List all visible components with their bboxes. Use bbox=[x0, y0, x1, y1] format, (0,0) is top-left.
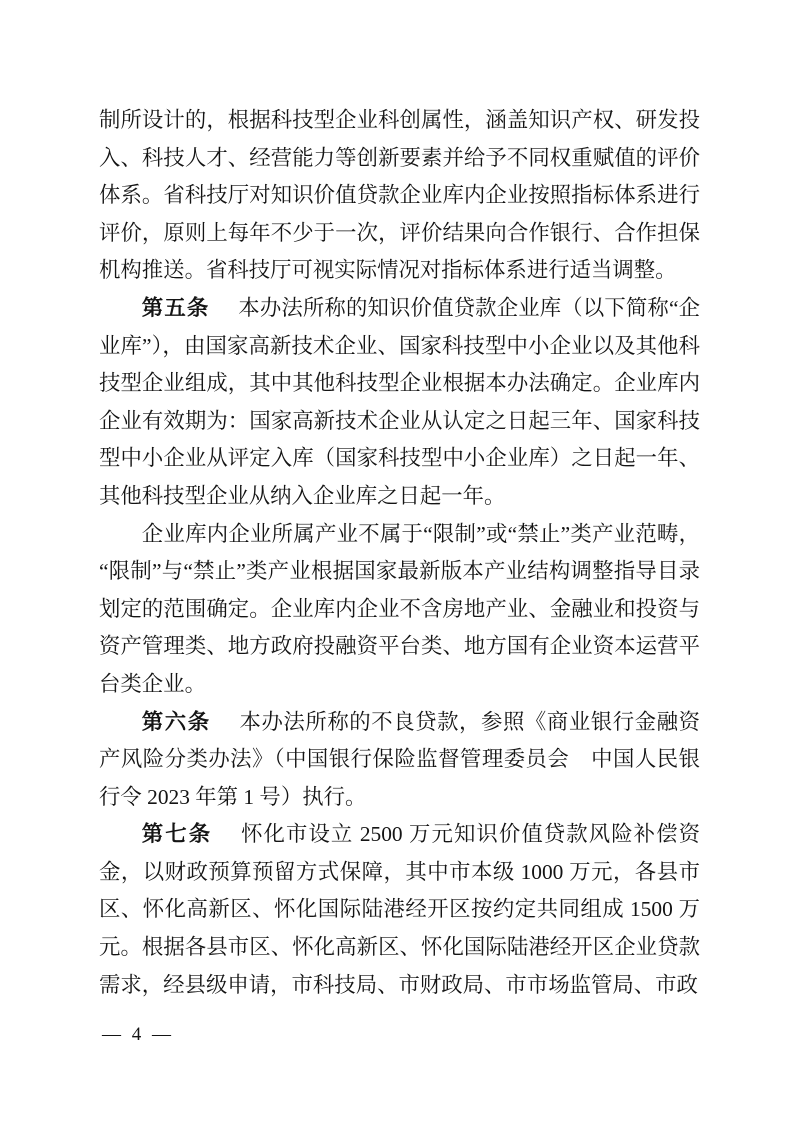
page-number: — 4 — bbox=[102, 1024, 174, 1045]
paragraph-continuation bbox=[99, 102, 700, 290]
paragraph-text: 制所设计的，根据科技型企业科创属性，涵盖知识产权、研发投入、科技人才、经营能力等创新要素并给予不同权重赋值的评价体系。省科技厅对知识价值贷款企业库内企业按照指标体系进行评价，原则上每年不少于一次，评价结果向合作银行、合作担保机构推送。省科技厅可视实际情况对指标体系进行适当调整。 bbox=[99, 108, 700, 283]
document-content bbox=[99, 102, 700, 1004]
paragraph-text: 本办法所称的知识价值贷款企业库（以下简称“企业库”），由国家高新技术企业、国家科技型中小企业以及其他科技型企业组成，其中其他科技型企业根据本办法确定。企业库内企业有效期为：国家高新技术企业从认定之日起三年、国家科技型中小企业从评定入库（国家科技型中小企业库）之日起一年、其他科技型企业从纳入企业库之日起一年。 bbox=[99, 295, 700, 508]
article-6-label: 第六条 bbox=[141, 709, 211, 734]
paragraph-article-5 bbox=[99, 290, 700, 516]
paragraph-text: 企业库内企业所属产业不属于“限制”或“禁止”类产业范畴，“限制”与“禁止”类产业根据国家最新版本产业结构调整指导目录划定的范围确定。企业库内企业不含房地产业、金融业和投资与资产管理类、地方政府投融资平台类、地方国有企业资本运营平台类企业。 bbox=[99, 521, 700, 696]
paragraph-article-7 bbox=[99, 816, 700, 1004]
paragraph-article-6 bbox=[99, 704, 700, 817]
paragraph-text: 怀化市设立 2500 万元知识价值贷款风险补偿资金，以财政预算预留方式保障，其中市本级 1000 万元，各县市区、怀化高新区、怀化国际陆港经开区按约定共同组成 1500 万元。根据各县市区、怀化高新区、怀化国际陆港经开区企业贷款需求，经县级申请，市科技局、市财政局、市市场监管局、市政 bbox=[99, 822, 700, 997]
article-7-label: 第七条 bbox=[141, 822, 213, 847]
article-5-label: 第五条 bbox=[141, 295, 210, 320]
paragraph-industry-scope bbox=[99, 516, 700, 704]
paragraph-text: 本办法所称的不良贷款，参照《商业银行金融资产风险分类办法》（中国银行保险监督管理委员会 中国人民银行令 2023 年第 1 号）执行。 bbox=[99, 709, 700, 809]
